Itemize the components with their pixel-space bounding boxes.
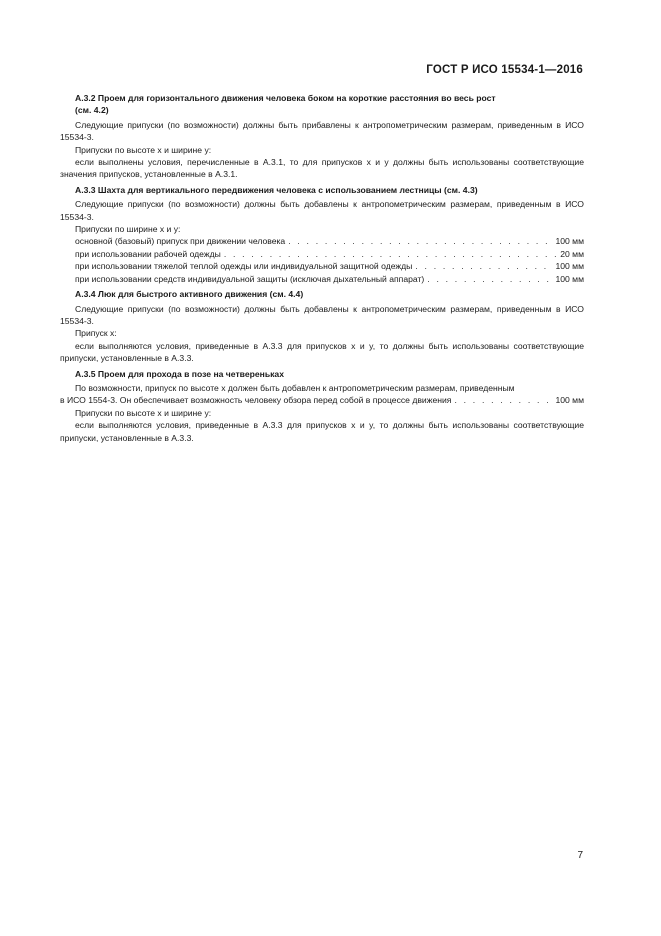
page-number: 7: [577, 850, 583, 861]
section-a34-paragraph-2: Припуск x:: [75, 328, 117, 339]
document-body: [60, 92, 584, 444]
allowance-row: при использовании тяжелой теплой одежды или индивидуальной защитной одежды . . . 100 мм: [60, 260, 584, 272]
section-a32-paragraph-3: если выполнены условия, перечисленные в А.3.1, то для припусков x и y должны быть использованы соответствующие значения припусков, установленные в А.3.1.: [60, 157, 584, 180]
document-number-header: ГОСТ Р ИСО 15534-1—2016: [426, 64, 583, 76]
section-a33-paragraph-2: Припуски по ширине x и y:: [75, 224, 181, 235]
section-a32-paragraph-2: Припуски по высоте x и ширине y:: [75, 144, 212, 155]
leader-dots: [288, 235, 552, 247]
allowance-row: при использовании средств индивидуальной защиты (исключая дыхательный аппарат) . . . 100 мм: [60, 273, 584, 285]
section-a35-paragraph-3: если выполняются условия, приведенные в А.3.3 для припусков x и y, то должны быть использованы соответствующие припуски, установленные в А.3.3.: [60, 420, 584, 443]
section-a34-paragraph-1: Следующие припуски (по возможности) должны быть добавлены к антропометрическим размерам, приведенным в ИСО 15534-3.: [60, 303, 584, 326]
allowance-row: при использовании рабочей одежды . . . 20 мм: [60, 248, 584, 260]
section-a35-title: А.3.5 Проем для прохода в позе на четвереньках: [75, 368, 284, 379]
leader-dots: [415, 260, 552, 272]
section-a32-title: А.3.2 Проем для горизонтального движения человека боком на короткие расстояния во весь рост (см. 4.2): [75, 93, 496, 116]
section-a35-paragraph-2: Припуски по высоте x и ширине y:: [75, 407, 212, 418]
section-a35-paragraph-1-last-line: в ИСО 1554-3. Он обеспечивает возможность человеку обзора перед собой в процессе движения . . . 100 мм: [60, 394, 584, 406]
section-a34-paragraph-3: если выполняются условия, приведенные в А.3.3 для припусков x и y, то должны быть использованы соответствующие припуски, установленные в А.3.3.: [60, 340, 584, 364]
section-a34-title: А.3.4 Люк для быстрого активного движения (см. 4.4): [75, 289, 304, 300]
section-a33-title: А.3.3 Шахта для вертикального передвижения человека с использованием лестницы (см. 4.3): [75, 184, 478, 195]
section-a32-paragraph-1: Следующие припуски (по возможности) должны быть прибавлены к антропометрическим размерам, приведенным в ИСО 15534-3.: [60, 119, 584, 143]
leader-dots: [224, 248, 557, 260]
section-a35-paragraph-1: По возможности, припуск по высоте x должен быть добавлен к антропометрическим размерам, приведенным: [75, 382, 515, 393]
allowance-row: основной (базовый) припуск при движении человека . . . 100 мм: [60, 235, 584, 247]
leader-dots: [427, 273, 552, 285]
section-a33-paragraph-1: Следующие припуски (по возможности) должны быть добавлены к антропометрическим размерам, приведенным в ИСО 15534-3.: [60, 199, 584, 222]
leader-dots: [454, 394, 552, 406]
